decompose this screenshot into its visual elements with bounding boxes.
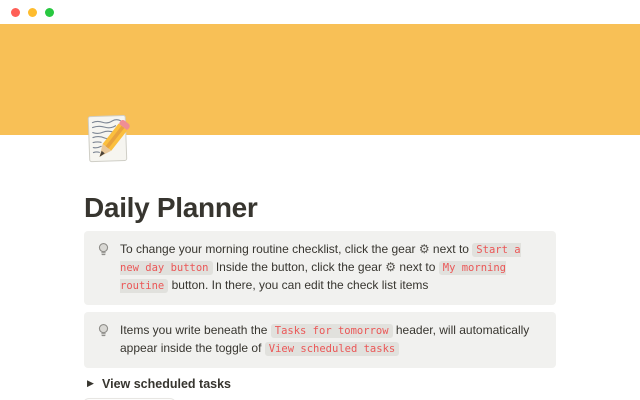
- inline-code: Tasks for tomorrow: [271, 324, 393, 338]
- callout-block-tasks-tomorrow[interactable]: [84, 312, 556, 368]
- text-run: To change your morning routine checklist, click the gear: [120, 241, 419, 256]
- toggle-arrow-icon[interactable]: ▶: [87, 378, 94, 389]
- gear-icon: ⚙: [385, 259, 397, 274]
- inline-code: Start a new day button: [120, 243, 521, 274]
- text-run: button. In there, you can edit the check list items: [168, 277, 429, 292]
- callout-text: [120, 322, 542, 358]
- lightbulb-icon: [96, 322, 111, 339]
- toggle-label: View scheduled tasks: [102, 376, 231, 391]
- zoom-button[interactable]: [45, 8, 54, 17]
- page-body: [0, 135, 640, 400]
- page-title[interactable]: Daily Planner: [84, 192, 258, 223]
- text-run: Items you write beneath the: [120, 322, 271, 337]
- text-run: next to: [429, 241, 473, 256]
- inline-code: View scheduled tasks: [265, 342, 399, 356]
- memo-icon: [84, 113, 134, 165]
- toggle-view-scheduled-tasks[interactable]: [84, 373, 556, 395]
- gear-icon: ⚙: [418, 241, 430, 256]
- minimize-button[interactable]: [28, 8, 37, 17]
- text-run: Inside the button, click the gear: [212, 259, 386, 274]
- titlebar: [0, 0, 640, 24]
- inline-code: My morning routine: [120, 261, 506, 292]
- text-run: next to: [396, 259, 439, 274]
- text-run: header, will automatically appear inside the toggle of: [120, 322, 530, 355]
- memo-page-icon[interactable]: [84, 113, 134, 165]
- callout-block-morning-routine[interactable]: [84, 231, 556, 305]
- lightbulb-icon: [96, 241, 111, 258]
- callout-text: [120, 241, 542, 295]
- close-button[interactable]: [11, 8, 20, 17]
